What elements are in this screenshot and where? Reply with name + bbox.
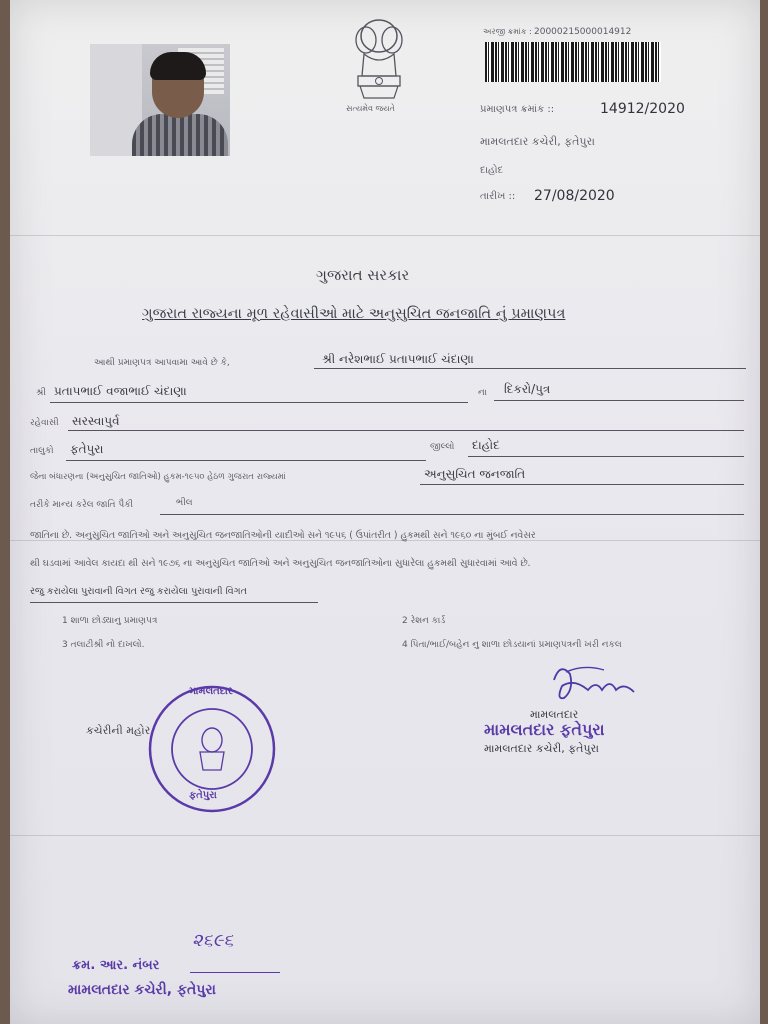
category: અનુસુચિત જનજાતિ — [424, 467, 526, 481]
application-no-label: અરજી ક્રમાંક : — [483, 27, 532, 36]
order-label: જેના બંધારણના (અનુસુચિત જાતિઓ) હુકમ-૧૯૫૦ હેઠળ ગુજરાત રાજ્યમાં — [30, 472, 286, 482]
evidence-item-2: 2 રેશન કાર્ડ — [402, 616, 446, 626]
application-no: 20000215000014912 — [534, 27, 632, 37]
body-line-2: થી ઘડવામાં આવેલ કાયદા થી સને ૧૯૭૬ ના અનુસુચિત જાતિઓ અને અનુસુચિત જનજાતિઓના સુધારેલા હુકમથી સુધારવામાં આવે છે. — [30, 558, 531, 569]
seal-bottom-text: ફતેપુરા — [189, 790, 217, 801]
relation: દિકરો/પુત્ર — [504, 382, 551, 396]
applicant-photo — [90, 44, 230, 156]
national-emblem-icon — [344, 14, 414, 114]
father-name: પ્રતાપભાઈ વજાભાઈ ચંદાણા — [54, 384, 187, 398]
resident-village: સરસ્વાપુર્વ — [72, 414, 120, 428]
district-name: દાહોદ — [480, 165, 504, 176]
certificate-no: 14912/2020 — [600, 101, 685, 117]
emblem-motto: સત્યમેવ જયતે — [346, 104, 395, 113]
officer-title: મામલતદાર — [530, 708, 579, 721]
barcode — [485, 42, 661, 82]
inward-label: ક્રમ. આર. નંબર — [72, 958, 160, 973]
issue-date: 27/08/2020 — [534, 188, 615, 204]
issued-to-name: શ્રી નરેશભાઈ પ્રતાપભાઈ ચંદાણા — [322, 352, 474, 366]
district-label: જીલ્લો — [430, 442, 455, 452]
resident-label: રહેવાસી — [30, 418, 59, 428]
office-name: મામલતદાર કચેરી, ફતેપુરા — [480, 135, 595, 148]
bottom-office-stamp: મામલતદાર કચેરી, ફતેપુરા — [68, 982, 216, 998]
district: દાહોદ — [472, 438, 500, 452]
government-title: ગુજરાત સરકાર — [316, 266, 410, 284]
office-seal-label: કચેરીની મહોર — [86, 724, 151, 737]
issued-to-label: આથી પ્રમાણપત્ર આપવામા આવે છે કે, — [94, 358, 230, 368]
certificate-title: ગુજરાત રાજ્યના મૂળ રહેવાસીઓ માટે અનુસુચિત જનજાતિ નું પ્રમાણપત્ર — [142, 306, 566, 322]
officer-office: મામલતદાર કચેરી, ફતેપુરા — [484, 742, 599, 755]
shri-label: શ્રી — [36, 388, 46, 398]
round-seal — [145, 682, 279, 816]
certificate-no-label: પ્રમાણપત્ર ક્રમાંક :: — [480, 104, 555, 115]
evidence-heading: રજુ કરાયેલા પુરાવાની વિગત રજુ કરાયેલા પુરાવાની વિગત — [30, 586, 247, 597]
caste: ભીલ — [176, 498, 193, 508]
seal-top-text: મામલતદાર — [189, 686, 233, 697]
body-line-1: જાતિના છે. અનુસુચિત જાતિઓ અને અનુસુચિત જનજાતિઓની યાદીઓ સને ૧૯૫૬ ( ઉપાંતરીત ) હુકમથી સને ૧૯૬૦ ના મુંબઈ નવેસર — [30, 530, 536, 541]
evidence-item-3: 3 તલાટીશ્રી નો દાખલો. — [62, 640, 145, 650]
taluka: ફતેપુરા — [70, 442, 104, 456]
certificate-page — [10, 0, 760, 1024]
taluka-label: તાલુકો — [30, 446, 54, 456]
officer-stamp: મામલતદાર ફતેપુરા — [484, 720, 605, 739]
date-label: તારીખ :: — [480, 191, 516, 202]
evidence-item-4: 4 પિતા/ભાઈ/બહેન નુ શાળા છોડયાનાં પ્રમાણપત્રની ખરી નકલ — [402, 640, 622, 650]
inward-number: ૨૬૯૬ — [192, 930, 234, 951]
evidence-item-1: 1 શાળા છોડ્યાનુ પ્રમાણપત્ર — [62, 616, 158, 626]
officer-signature — [544, 660, 644, 710]
na-label: ના — [478, 388, 487, 398]
caste-label: તરીકે માન્ય કરેલ જાતિ પૈકી — [30, 500, 134, 510]
